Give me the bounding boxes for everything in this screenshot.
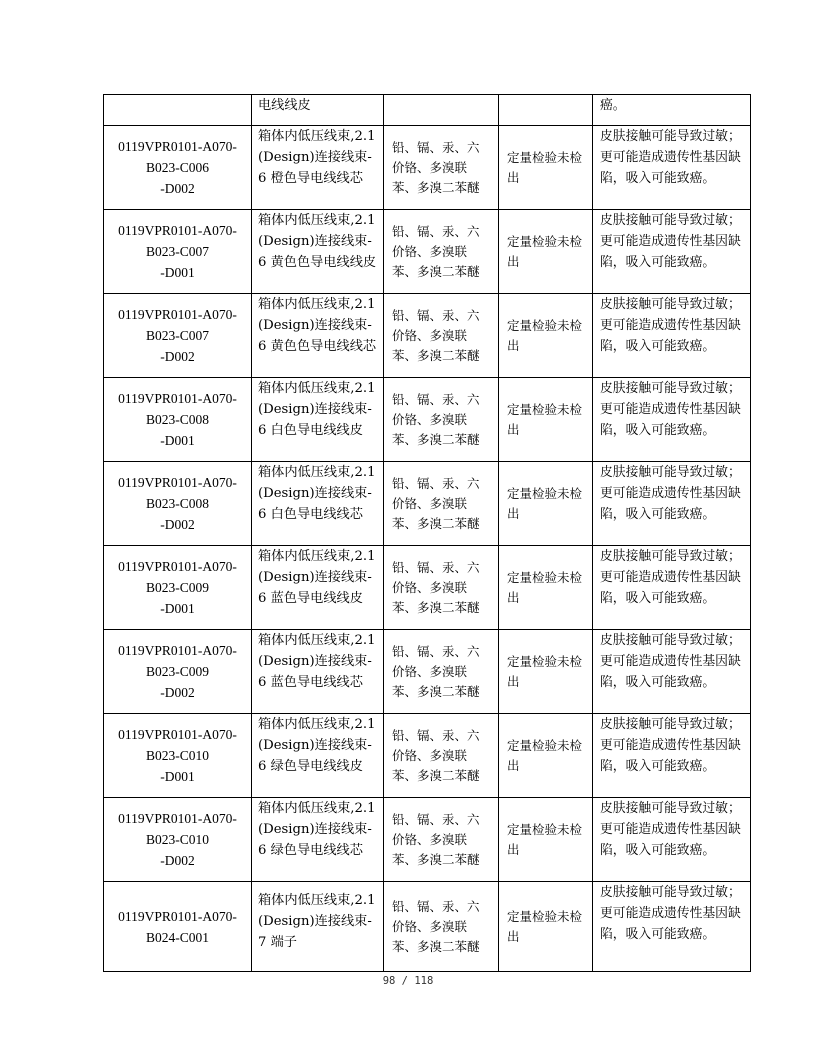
- substance-table: [103, 94, 751, 972]
- part-id-line: 0119VPR0101-A070-: [118, 727, 237, 742]
- substances-cell: 铅、镉、汞、六价铬、多溴联苯、多溴二苯醚: [384, 210, 499, 294]
- risk-cell: 皮肤接触可能导致过敏；更可能造成遗传性基因缺陷，吸入可能致癌。: [593, 798, 751, 882]
- part-id-line: -D002: [160, 853, 195, 868]
- part-id-line: B023-C007: [145, 328, 209, 343]
- substances-cell: 铅、镉、汞、六价铬、多溴联苯、多溴二苯醚: [384, 378, 499, 462]
- page-number: 98: [382, 975, 396, 987]
- page-separator: /: [401, 975, 408, 987]
- result-cell: 定量检验未检出: [499, 126, 593, 210]
- part-id-line: 0119VPR0101-A070-: [118, 643, 237, 658]
- risk-cell: 皮肤接触可能导致过敏；更可能造成遗传性基因缺陷，吸入可能致癌。: [593, 294, 751, 378]
- part-id-line: -D002: [160, 349, 195, 364]
- part-id-line: B023-C008: [145, 412, 209, 427]
- substances-cell: 铅、镉、汞、六价铬、多溴联苯、多溴二苯醚: [384, 462, 499, 546]
- table-row: [104, 546, 751, 630]
- part-id-cell: [104, 126, 252, 210]
- part-id-line: B023-C009: [145, 580, 209, 595]
- substances-cell: 铅、镉、汞、六价铬、多溴联苯、多溴二苯醚: [384, 294, 499, 378]
- part-id-line: B023-C009: [145, 664, 209, 679]
- part-id-cell: [104, 714, 252, 798]
- part-id-line: B023-C006: [145, 160, 209, 175]
- part-id-line: 0119VPR0101-A070-: [118, 559, 237, 574]
- part-id-line: 0119VPR0101-A070-: [118, 223, 237, 238]
- part-id-cell: [104, 798, 252, 882]
- risk-cell: 皮肤接触可能导致过敏；更可能造成遗传性基因缺陷，吸入可能致癌。: [593, 546, 751, 630]
- substances-cell: 铅、镉、汞、六价铬、多溴联苯、多溴二苯醚: [384, 546, 499, 630]
- table-row: [104, 294, 751, 378]
- description-cell: 箱体内低压线束,2.1 (Design)连接线束-6 绿色导电线线芯: [252, 798, 384, 882]
- part-id-cell: [104, 95, 252, 126]
- description-cell: 箱体内低压线束,2.1 (Design)连接线束-6 橙色导电线线芯: [252, 126, 384, 210]
- page-footer: [0, 975, 816, 987]
- part-id-cell: [104, 378, 252, 462]
- description-cell: 箱体内低压线束,2.1 (Design)连接线束-6 绿色导电线线皮: [252, 714, 384, 798]
- description-cell: 箱体内低压线束,2.1 (Design)连接线束-7 端子: [252, 882, 384, 972]
- part-id-cell: [104, 462, 252, 546]
- result-cell: 定量检验未检出: [499, 882, 593, 972]
- part-id-line: 0119VPR0101-A070-: [118, 139, 237, 154]
- description-cell: 箱体内低压线束,2.1 (Design)连接线束-6 蓝色导电线线芯: [252, 630, 384, 714]
- result-cell: 定量检验未检出: [499, 294, 593, 378]
- table-row: [104, 210, 751, 294]
- table-row: [104, 882, 751, 972]
- risk-cell: 皮肤接触可能导致过敏；更可能造成遗传性基因缺陷，吸入可能致癌。: [593, 714, 751, 798]
- risk-cell: 皮肤接触可能导致过敏；更可能造成遗传性基因缺陷，吸入可能致癌。: [593, 210, 751, 294]
- table-row: [104, 378, 751, 462]
- risk-cell: 皮肤接触可能导致过敏；更可能造成遗传性基因缺陷，吸入可能致癌。: [593, 882, 751, 972]
- substances-cell: 铅、镉、汞、六价铬、多溴联苯、多溴二苯醚: [384, 882, 499, 972]
- description-cell: 箱体内低压线束,2.1 (Design)连接线束-6 黄色色导电线线芯: [252, 294, 384, 378]
- part-id-cell: [104, 882, 252, 972]
- risk-cell: 皮肤接触可能导致过敏；更可能造成遗传性基因缺陷，吸入可能致癌。: [593, 630, 751, 714]
- part-id-line: -D002: [160, 685, 195, 700]
- part-id-cell: [104, 210, 252, 294]
- part-id-line: -D001: [160, 769, 195, 784]
- risk-cell: 皮肤接触可能导致过敏；更可能造成遗传性基因缺陷，吸入可能致癌。: [593, 462, 751, 546]
- result-cell: [499, 95, 593, 126]
- part-id-line: -D002: [160, 181, 195, 196]
- part-id-line: -D002: [160, 517, 195, 532]
- part-id-line: B023-C007: [145, 244, 209, 259]
- description-cell: 箱体内低压线束,2.1 (Design)连接线束-6 白色导电线线芯: [252, 462, 384, 546]
- table-row: [104, 714, 751, 798]
- description-cell: 箱体内低压线束,2.1 (Design)连接线束-6 黄色色导电线线皮: [252, 210, 384, 294]
- part-id-line: 0119VPR0101-A070-: [118, 391, 237, 406]
- result-cell: 定量检验未检出: [499, 546, 593, 630]
- part-id-line: B024-C001: [145, 929, 209, 945]
- part-id-line: -D001: [160, 601, 195, 616]
- result-cell: 定量检验未检出: [499, 798, 593, 882]
- result-cell: 定量检验未检出: [499, 378, 593, 462]
- substances-cell: 铅、镉、汞、六价铬、多溴联苯、多溴二苯醚: [384, 714, 499, 798]
- table-row: [104, 126, 751, 210]
- description-cell: 箱体内低压线束,2.1 (Design)连接线束-6 蓝色导电线线皮: [252, 546, 384, 630]
- part-id-line: B023-C010: [145, 832, 209, 847]
- result-cell: 定量检验未检出: [499, 462, 593, 546]
- part-id-line: 0119VPR0101-A070-: [118, 908, 237, 924]
- table-row-continuation: [104, 95, 751, 126]
- description-cell: 箱体内低压线束,2.1 (Design)连接线束-6 白色导电线线皮: [252, 378, 384, 462]
- part-id-cell: [104, 294, 252, 378]
- result-cell: 定量检验未检出: [499, 630, 593, 714]
- substances-cell: 铅、镉、汞、六价铬、多溴联苯、多溴二苯醚: [384, 798, 499, 882]
- table-row: [104, 462, 751, 546]
- part-id-line: 0119VPR0101-A070-: [118, 475, 237, 490]
- substances-cell: 铅、镉、汞、六价铬、多溴联苯、多溴二苯醚: [384, 126, 499, 210]
- total-pages: 118: [414, 975, 434, 987]
- part-id-line: 0119VPR0101-A070-: [118, 307, 237, 322]
- substances-cell: 铅、镉、汞、六价铬、多溴联苯、多溴二苯醚: [384, 630, 499, 714]
- table-row: [104, 630, 751, 714]
- part-id-line: B023-C010: [145, 748, 209, 763]
- result-cell: 定量检验未检出: [499, 210, 593, 294]
- part-id-cell: [104, 630, 252, 714]
- part-id-line: 0119VPR0101-A070-: [118, 811, 237, 826]
- description-cell: 电线线皮: [252, 95, 384, 126]
- part-id-cell: [104, 546, 252, 630]
- risk-cell: 癌。: [593, 95, 751, 126]
- substances-cell: [384, 95, 499, 126]
- part-id-line: -D001: [160, 265, 195, 280]
- risk-cell: 皮肤接触可能导致过敏；更可能造成遗传性基因缺陷，吸入可能致癌。: [593, 126, 751, 210]
- part-id-line: -D001: [160, 433, 195, 448]
- risk-cell: 皮肤接触可能导致过敏；更可能造成遗传性基因缺陷，吸入可能致癌。: [593, 378, 751, 462]
- table-body: [104, 95, 751, 972]
- part-id-line: B023-C008: [145, 496, 209, 511]
- table-row: [104, 798, 751, 882]
- result-cell: 定量检验未检出: [499, 714, 593, 798]
